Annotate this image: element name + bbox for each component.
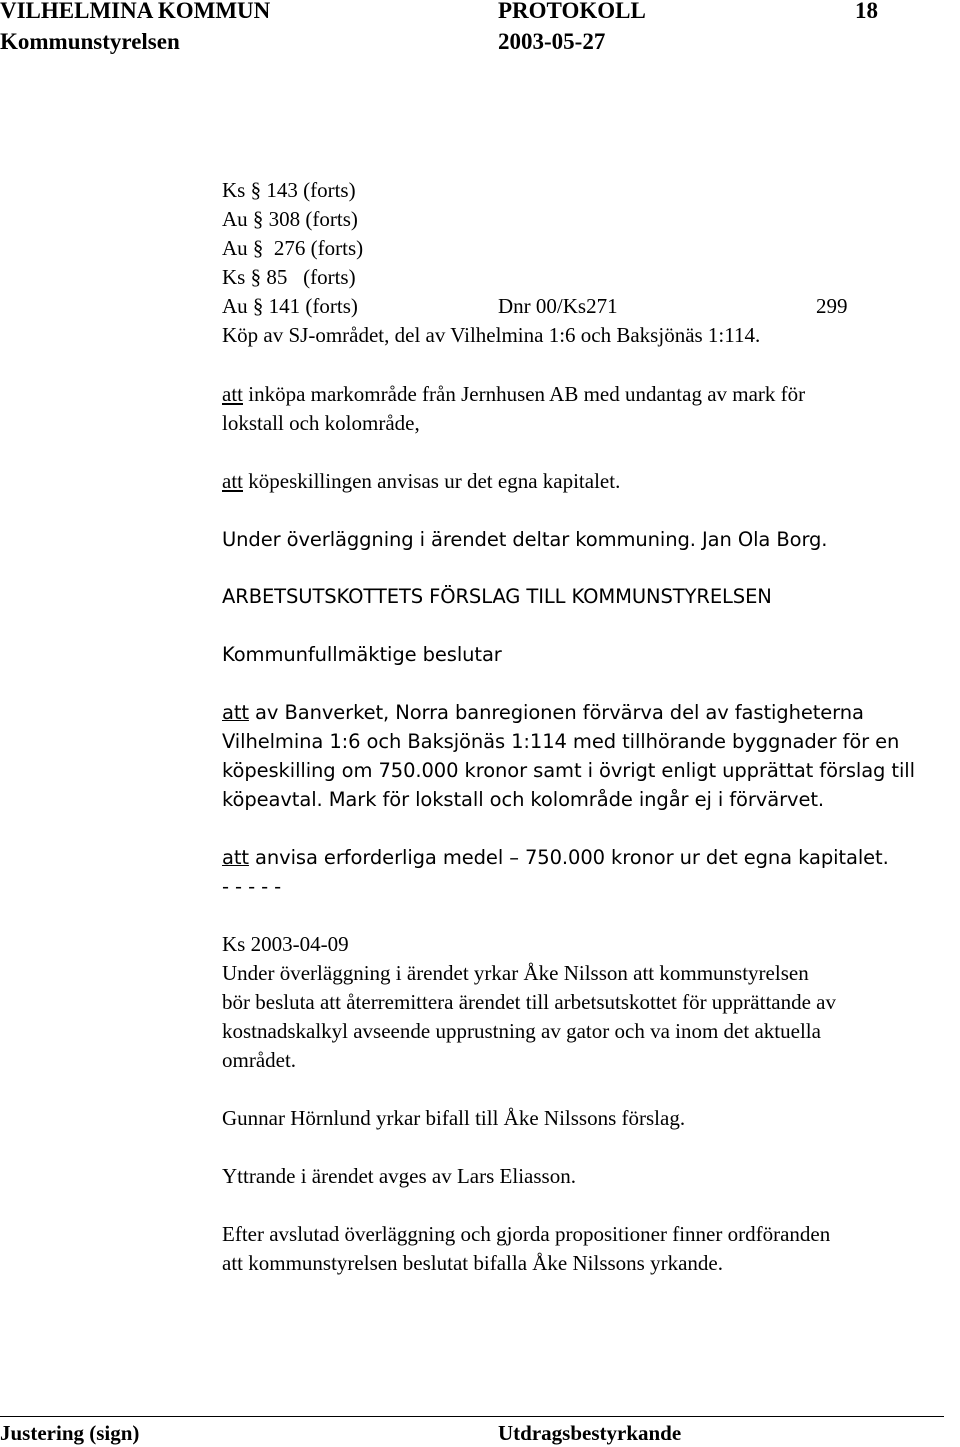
- case-subject: Köp av SJ-området, del av Vilhelmina 1:6 och Baksjönäs 1:114.: [222, 323, 761, 347]
- footer-justering: Justering (sign): [0, 1421, 140, 1445]
- decision-1: att av Banverket, Norra banregionen förvärva del av fastigheterna: [222, 701, 864, 724]
- au-heading: ARBETSUTSKOTTETS FÖRSLAG TILL KOMMUNSTYRELSEN: [222, 585, 772, 608]
- conclusion-line: Efter avslutad överläggning och gjorda propositioner finner ordföranden: [222, 1222, 831, 1246]
- motion-line: bör besluta att återremittera ärendet till arbetsutskottet för upprättande av: [222, 990, 837, 1014]
- motion-line: Under överläggning i ärendet yrkar Åke Nilsson att kommunstyrelsen: [222, 961, 809, 985]
- header-body: Kommunstyrelsen: [0, 29, 180, 54]
- decision-1-line: köpeskilling om 750.000 kronor samt i övrigt enligt upprättat förslag till: [222, 759, 915, 782]
- decision-2: att anvisa erforderliga medel – 750.000 kronor ur det egna kapitalet.: [222, 846, 889, 869]
- ref-line: Ks § 143 (forts): [222, 178, 356, 202]
- motion-line: kostnadskalkyl avseende upprustning av gator och va inom det aktuella: [222, 1019, 821, 1043]
- ref-line: Au § 276 (forts): [222, 236, 364, 260]
- ref-line: Ks § 85 (forts): [222, 265, 356, 289]
- ref-line: Au § 308 (forts): [222, 207, 358, 231]
- header-date: 2003-05-27: [498, 29, 606, 54]
- kf-beslutar: Kommunfullmäktige beslutar: [222, 643, 502, 666]
- proposal-2: att köpeskillingen anvisas ur det egna kapitalet.: [222, 469, 621, 493]
- separator: - - - - -: [222, 875, 282, 898]
- ks-date: Ks 2003-04-09: [222, 932, 349, 956]
- ref-line: Au § 141 (forts): [222, 294, 358, 318]
- motion-line: området.: [222, 1048, 297, 1072]
- proposal-1: att inköpa markområde från Jernhusen AB med undantag av mark för: [222, 382, 806, 406]
- decision-1-line: Vilhelmina 1:6 och Baksjönäs 1:114 med tillhörande byggnader för en: [222, 730, 900, 753]
- statement: Yttrande i ärendet avges av Lars Eliasson.: [222, 1164, 576, 1188]
- conclusion-line: att kommunstyrelsen beslutat bifalla Åke Nilssons yrkande.: [222, 1251, 723, 1275]
- dnr: Dnr 00/Ks271: [498, 294, 618, 318]
- case-number: 299: [816, 294, 848, 318]
- footer-utdragsbestyrkande: Utdragsbestyrkande: [498, 1421, 682, 1445]
- proposal-1-cont: lokstall och kolområde,: [222, 411, 420, 435]
- note-deltar: Under överläggning i ärendet deltar kommuning. Jan Ola Borg.: [222, 528, 828, 551]
- header-org: VILHELMINA KOMMUN: [0, 0, 271, 23]
- header-page-number: 18: [855, 0, 878, 23]
- footer-rule: [0, 1416, 944, 1417]
- support: Gunnar Hörnlund yrkar bifall till Åke Nilssons förslag.: [222, 1106, 686, 1130]
- header-doc-type: PROTOKOLL: [498, 0, 646, 23]
- decision-1-line: köpeavtal. Mark för lokstall och kolområde ingår ej i förvärvet.: [222, 788, 824, 811]
